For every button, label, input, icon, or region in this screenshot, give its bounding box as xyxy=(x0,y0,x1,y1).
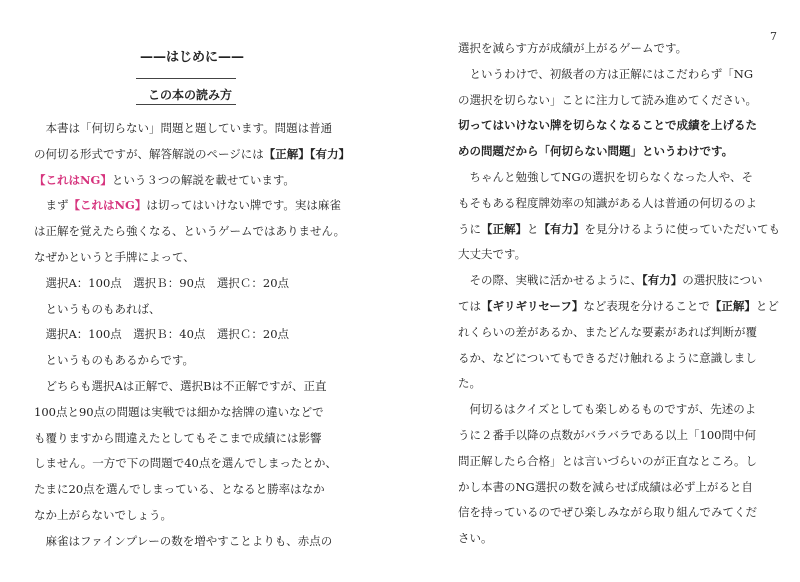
text-segment: さい。 xyxy=(458,531,493,546)
text-line xyxy=(34,193,350,219)
text-segment: 100点と90点の問題は実戦では細かな捨牌の違いなどで xyxy=(34,404,324,419)
highlight-ng-label: 【これはNG】 xyxy=(68,198,147,213)
text-segment: その際、実戦に活かせるように、 xyxy=(458,273,642,288)
text-segment: ちゃんと勉強してNGの選択を切らなくなった人や、そ xyxy=(458,169,754,184)
text-segment: 信を持っているのでぜひ楽しみながら取り組んでみてくだ xyxy=(458,505,757,520)
text-segment: もそもある程度牌効率の知識がある人は普通の何切るのよ xyxy=(458,195,757,210)
text-line xyxy=(34,451,350,477)
text-segment: は切ってはいけない牌です。実は麻雀 xyxy=(146,198,341,213)
text-segment: しません。一方で下の問題で40点を選んでしまったとか、 xyxy=(34,456,337,471)
highlight-ng-label: 【これはNG】 xyxy=(34,172,112,187)
text-line xyxy=(34,168,350,194)
text-line xyxy=(458,320,780,346)
left-page-text xyxy=(34,116,350,555)
text-segment: 大丈夫です。 xyxy=(458,247,527,262)
text-line xyxy=(34,322,350,348)
text-segment: と xyxy=(527,221,539,236)
text-segment: の選択肢につい xyxy=(682,273,763,288)
text-line xyxy=(34,503,350,529)
bold-text: 【有力】 xyxy=(642,273,683,288)
bold-text: 【ギリギリセーフ】 xyxy=(481,298,584,313)
text-segment: どちらも選択Aは正解で、選択Bは不正解ですが、正直 xyxy=(34,378,327,393)
text-line xyxy=(458,371,780,397)
text-line xyxy=(458,475,780,501)
subheading-rule-top xyxy=(136,78,236,79)
text-segment: 本書は「何切らない」問題と題しています。問題は普通 xyxy=(34,121,333,135)
text-line xyxy=(34,400,350,426)
text-segment: 問正解したら合格」とは言いづらいのが正直なところ。し xyxy=(458,453,757,468)
text-line xyxy=(34,116,350,142)
page-number: 7 xyxy=(770,30,777,43)
text-segment: かし本書のNG選択の数を減らせば成績は必ず上がると自 xyxy=(458,479,753,494)
text-segment: 選択A：100点 選択Ｂ：40点 選択Ｃ：20点 xyxy=(34,327,290,342)
text-line xyxy=(34,219,350,245)
text-line xyxy=(458,113,780,139)
bold-text: 【有力】 xyxy=(538,221,585,236)
text-segment: というわけで、初級者の方は正解にはこだわらず「NG xyxy=(458,66,754,81)
right-page-text xyxy=(458,36,780,552)
text-line xyxy=(458,423,780,449)
chapter-heading: ——はじめに—— xyxy=(140,50,245,65)
text-segment: の選択を切らない」ことに注力して読み進めてください。 xyxy=(458,92,757,107)
subheading-rule-bottom xyxy=(136,104,236,105)
text-line xyxy=(34,348,350,374)
text-line xyxy=(34,477,350,503)
text-line xyxy=(458,500,780,526)
text-segment: たまに20点を選んでしまっている、となると勝率はなか xyxy=(34,482,325,497)
text-line xyxy=(458,62,780,88)
text-segment: の何切る形式ですが、解答解説のページには xyxy=(34,146,264,161)
text-segment: も覆りますから間違えたとしてもそこまで成績には影響 xyxy=(34,430,322,445)
text-line xyxy=(458,294,780,320)
text-line xyxy=(34,297,350,323)
text-line xyxy=(458,36,780,62)
text-segment: を見分けるように使っていただいても xyxy=(584,221,780,236)
text-line xyxy=(458,268,780,294)
bold-text: 【正解】 xyxy=(481,221,527,236)
text-segment: 選択を減らす方が成績が上がるゲームです。 xyxy=(458,41,688,55)
text-segment: という３つの解説を載せています。 xyxy=(111,172,295,187)
text-segment: るか、などについてもできるだけ触れるように意識しまし xyxy=(458,350,757,365)
text-segment: うに xyxy=(458,221,481,236)
text-line xyxy=(34,374,350,400)
text-segment: まず xyxy=(34,198,69,213)
text-segment: 何切るはクイズとしても楽しめるものですが、先述のよ xyxy=(458,402,757,417)
text-segment: れくらいの差があるか、またどんな要素があれば判断が覆 xyxy=(458,324,757,339)
text-segment: とど xyxy=(755,298,779,313)
text-line xyxy=(34,245,350,271)
text-segment: た。 xyxy=(458,376,481,391)
text-line xyxy=(458,165,780,191)
text-line xyxy=(34,142,350,168)
text-line xyxy=(458,346,780,372)
text-segment: というものもあるからです。 xyxy=(34,353,194,368)
text-segment: なか上がらないでしょう。 xyxy=(34,507,172,522)
text-segment: など表現を分けることで xyxy=(583,298,710,313)
text-line xyxy=(458,242,780,268)
text-segment: ては xyxy=(458,298,481,313)
bold-text: 切ってはいけない牌を切らなくなることで成績を上げるた xyxy=(458,118,757,133)
bold-text: めの問題だから「何切らない問題」というわけです。 xyxy=(458,144,734,159)
text-segment: 麻雀はファインプレーの数を増やすことよりも、赤点の xyxy=(34,533,333,548)
text-segment: は正解を覚えたら強くなる、というゲームではありません。 xyxy=(34,224,346,239)
text-segment: うに２番手以降の点数がバラバラである以上「100問中何 xyxy=(458,427,756,442)
text-line xyxy=(458,139,780,165)
text-segment: なぜかというと手牌によって、 xyxy=(34,249,195,264)
text-line xyxy=(458,397,780,423)
chapter-subheading: この本の読み方 xyxy=(147,88,232,102)
bold-text: 【正解】 xyxy=(709,298,756,313)
text-segment: というものもあれば、 xyxy=(34,301,161,316)
text-line xyxy=(458,449,780,475)
text-line xyxy=(458,526,780,552)
text-line xyxy=(34,529,350,555)
text-segment: 選択A：100点 選択Ｂ：90点 選択Ｃ：20点 xyxy=(34,275,290,290)
text-line xyxy=(458,88,780,114)
text-line xyxy=(34,271,350,297)
bold-text: 【正解】【有力】 xyxy=(263,146,351,161)
text-line xyxy=(34,426,350,452)
text-line xyxy=(458,217,780,243)
text-line xyxy=(458,191,780,217)
